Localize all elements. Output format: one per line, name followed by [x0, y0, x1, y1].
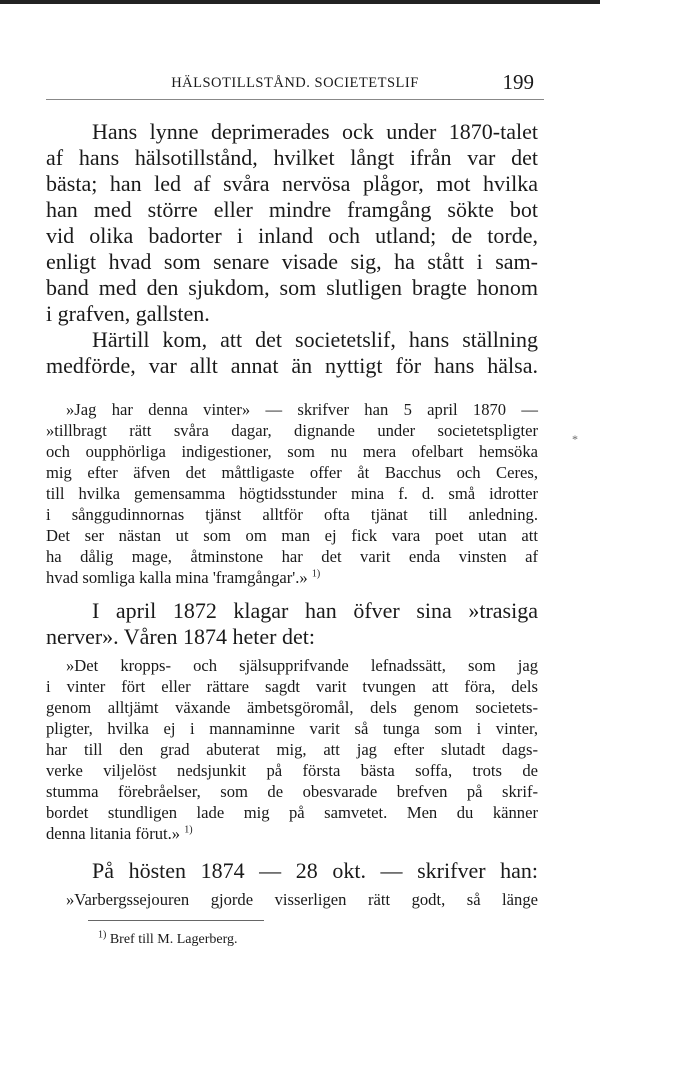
- text-line: Härtill kom, att det societetslif, hans ställning: [92, 327, 538, 352]
- page-header: [46, 70, 544, 100]
- text-line: »Det kropps- och själsupprifvande lefnadssätt, som jag: [66, 656, 538, 675]
- text-line: I april 1872 klagar han öfver sina »trasiga: [92, 598, 538, 623]
- block-quote-1-line: [46, 463, 538, 484]
- page-number: 199: [502, 70, 534, 94]
- text-line: i vinter fört eller rättare sagdt varit tvungen att föra, dels: [46, 677, 538, 696]
- top-edge-rule: [0, 0, 600, 4]
- footnote: [98, 931, 238, 949]
- text-line: i sånggudinnornas tjänst alltför ofta tjänat till anledning.: [46, 505, 538, 524]
- block-quote-2-line: [46, 803, 538, 824]
- text-line: ha dålig mage, åtminstone har det varit enda vinsten af: [46, 547, 538, 566]
- block-quote-1: [66, 400, 538, 421]
- text-line: hvad somliga kalla mina 'framgångar'.»: [46, 568, 308, 587]
- text-line: pligter, hvilka ej i mannaminne varit så tunga som i vinter,: [46, 719, 538, 738]
- text-line: band med den sjukdom, som slutligen bragte honom: [46, 275, 538, 300]
- text-line: nerver». Våren 1874 heter det:: [46, 624, 315, 649]
- block-quote-2-line: [46, 782, 538, 803]
- body-paragraph-1-line: [46, 275, 538, 301]
- header-rule: [46, 99, 544, 100]
- block-quote-2-line: [46, 719, 538, 740]
- footnote-rule: [88, 920, 264, 921]
- text-line: verke viljelöst nedsjunkit på första bästa soffa, trots de: [46, 761, 538, 780]
- body-paragraph-3: [92, 598, 538, 624]
- text-line: vid olika badorter i inland och utland; de torde,: [46, 223, 538, 248]
- body-paragraph-1-line: [46, 249, 538, 275]
- text-line: »Jag har denna vinter» — skrifver han 5 april 1870 —: [66, 400, 538, 419]
- text-line: bästa; han led af svåra nervösa plågor, mot hvilka: [46, 171, 538, 196]
- body-paragraph-4: [92, 858, 538, 884]
- text-line: På hösten 1874 — 28 okt. — skrifver han:: [92, 858, 538, 883]
- text-line: stumma förebråelser, som de obesvarade brefven på skrif-: [46, 782, 538, 801]
- footnote-text: Bref till M. Lagerberg.: [109, 932, 238, 947]
- text-line: Hans lynne deprimerades ock under 1870-talet: [92, 119, 538, 144]
- block-quote-1-line: [46, 421, 538, 442]
- body-paragraph-3-line: [46, 624, 538, 650]
- text-line: genom alltjämt växande ämbetsgöromål, dels genom societets-: [46, 698, 538, 717]
- text-line: enligt hvad som senare visade sig, ha stått i sam-: [46, 249, 538, 274]
- body-paragraph-1-line: [46, 171, 538, 197]
- body-paragraph-2: [92, 327, 538, 353]
- text-line: »tillbragt rätt svåra dagar, dignande under societetspligter: [46, 421, 538, 440]
- body-paragraph-1-line: [46, 145, 538, 171]
- text-line: han med större eller mindre framgång sökte bot: [46, 197, 538, 222]
- text-line: denna litania förut.»: [46, 824, 181, 843]
- text-line: i grafven, gallsten.: [46, 301, 210, 326]
- block-quote-2-line: [46, 740, 538, 761]
- text-line: medförde, var allt annat än nyttigt för hans hälsa.: [46, 353, 538, 378]
- body-paragraph-1-line: [46, 197, 538, 223]
- text-line: bordet stundligen lade mig på samvetet. Men du känner: [46, 803, 538, 822]
- block-quote-2-line: [46, 677, 538, 698]
- body-paragraph-1-line: [46, 223, 538, 249]
- footnote-marker: 1): [98, 929, 107, 941]
- block-quote-2-line: [46, 698, 538, 719]
- footnote-ref: 1): [311, 568, 321, 580]
- body-paragraph-1: [46, 119, 538, 145]
- running-head: HÄLSOTILLSTÅND. SOCIETETSLIF: [171, 75, 419, 91]
- text-line: »Varbergssejouren gjorde visserligen rätt godt, så länge: [66, 890, 538, 909]
- block-quote-2-line: [46, 824, 538, 845]
- text-line: till hvilka gemensamma högtidsstunder mina f. d. små idrotter: [46, 484, 538, 503]
- text-line: Det ser nästan ut som om man ej fick vara poet utan att: [46, 526, 538, 545]
- block-quote-1-line: [46, 484, 538, 505]
- block-quote-1-line: [46, 505, 538, 526]
- block-quote-1-line: [46, 526, 538, 547]
- block-quote-1-line: [46, 568, 538, 589]
- footnote-ref: 1): [184, 824, 193, 836]
- block-quote-2-line: [46, 761, 538, 782]
- block-quote-1-line: [46, 442, 538, 463]
- text-line: af hans hälsotillstånd, hvilket långt ifrån var det: [46, 145, 538, 170]
- block-quote-1-line: [46, 547, 538, 568]
- body-paragraph-2-line: [46, 353, 538, 379]
- margin-mark: *: [572, 432, 578, 446]
- text-line: har till den grad abuterat mig, att jag efter slutadt dags-: [46, 740, 538, 759]
- text-line: och oupphörliga indigestioner, som nu mera ofelbart hemsöka: [46, 442, 538, 461]
- body-paragraph-1-line: [46, 301, 538, 327]
- text-line: mig efter äfven det måttligaste offer åt Bacchus och Ceres,: [46, 463, 538, 482]
- block-quote-2: [66, 656, 538, 677]
- block-quote-3: [66, 890, 538, 911]
